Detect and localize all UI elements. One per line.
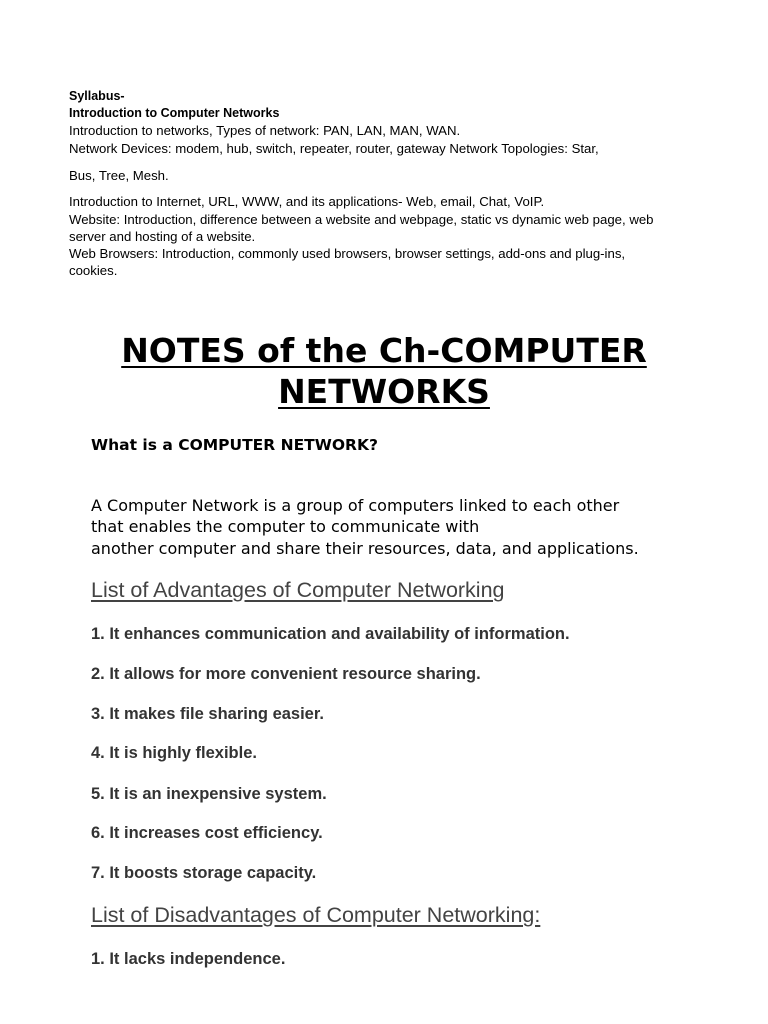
definition-line: that enables the computer to communicate with bbox=[91, 517, 480, 536]
advantage-item: 6. It increases cost efficiency. bbox=[91, 824, 323, 842]
syllabus-line: cookies. bbox=[69, 263, 118, 278]
advantages-heading: List of Advantages of Computer Networking bbox=[91, 578, 505, 602]
notes-title-line2: NETWORKS bbox=[278, 372, 490, 411]
question-heading: What is a COMPUTER NETWORK? bbox=[91, 436, 378, 454]
syllabus-line: Introduction to Internet, URL, WWW, and its applications- Web, email, Chat, VoIP. bbox=[69, 194, 545, 209]
advantage-item: 1. It enhances communication and availability of information. bbox=[91, 625, 570, 643]
disadvantages-heading: List of Disadvantages of Computer Networking: bbox=[91, 903, 541, 927]
disadvantage-item: 1. It lacks independence. bbox=[91, 950, 286, 968]
advantage-item: 2. It allows for more convenient resource sharing. bbox=[91, 665, 481, 683]
advantage-item: 4. It is highly flexible. bbox=[91, 744, 257, 762]
syllabus-line: Network Devices: modem, hub, switch, repeater, router, gateway Network Topologies: Star, bbox=[69, 141, 599, 156]
definition-line: another computer and share their resources, data, and applications. bbox=[91, 539, 639, 558]
syllabus-line: Web Browsers: Introduction, commonly used browsers, browser settings, add-ons and plug-ins, bbox=[69, 246, 626, 261]
syllabus-line: Bus, Tree, Mesh. bbox=[69, 168, 169, 183]
notes-title-line1: NOTES of the Ch-COMPUTER bbox=[121, 331, 647, 370]
advantage-item: 3. It makes file sharing easier. bbox=[91, 705, 324, 723]
syllabus-title: Syllabus- bbox=[69, 89, 125, 103]
syllabus-subtitle: Introduction to Computer Networks bbox=[69, 106, 280, 120]
definition-line: A Computer Network is a group of computers linked to each other bbox=[91, 496, 620, 515]
advantage-item: 7. It boosts storage capacity. bbox=[91, 864, 317, 882]
syllabus-line: Introduction to networks, Types of network: PAN, LAN, MAN, WAN. bbox=[69, 123, 461, 138]
syllabus-line: server and hosting of a website. bbox=[69, 229, 256, 244]
advantage-item: 5. It is an inexpensive system. bbox=[91, 785, 327, 803]
syllabus-line: Website: Introduction, difference between a website and webpage, static vs dynamic web page, web bbox=[69, 212, 654, 227]
